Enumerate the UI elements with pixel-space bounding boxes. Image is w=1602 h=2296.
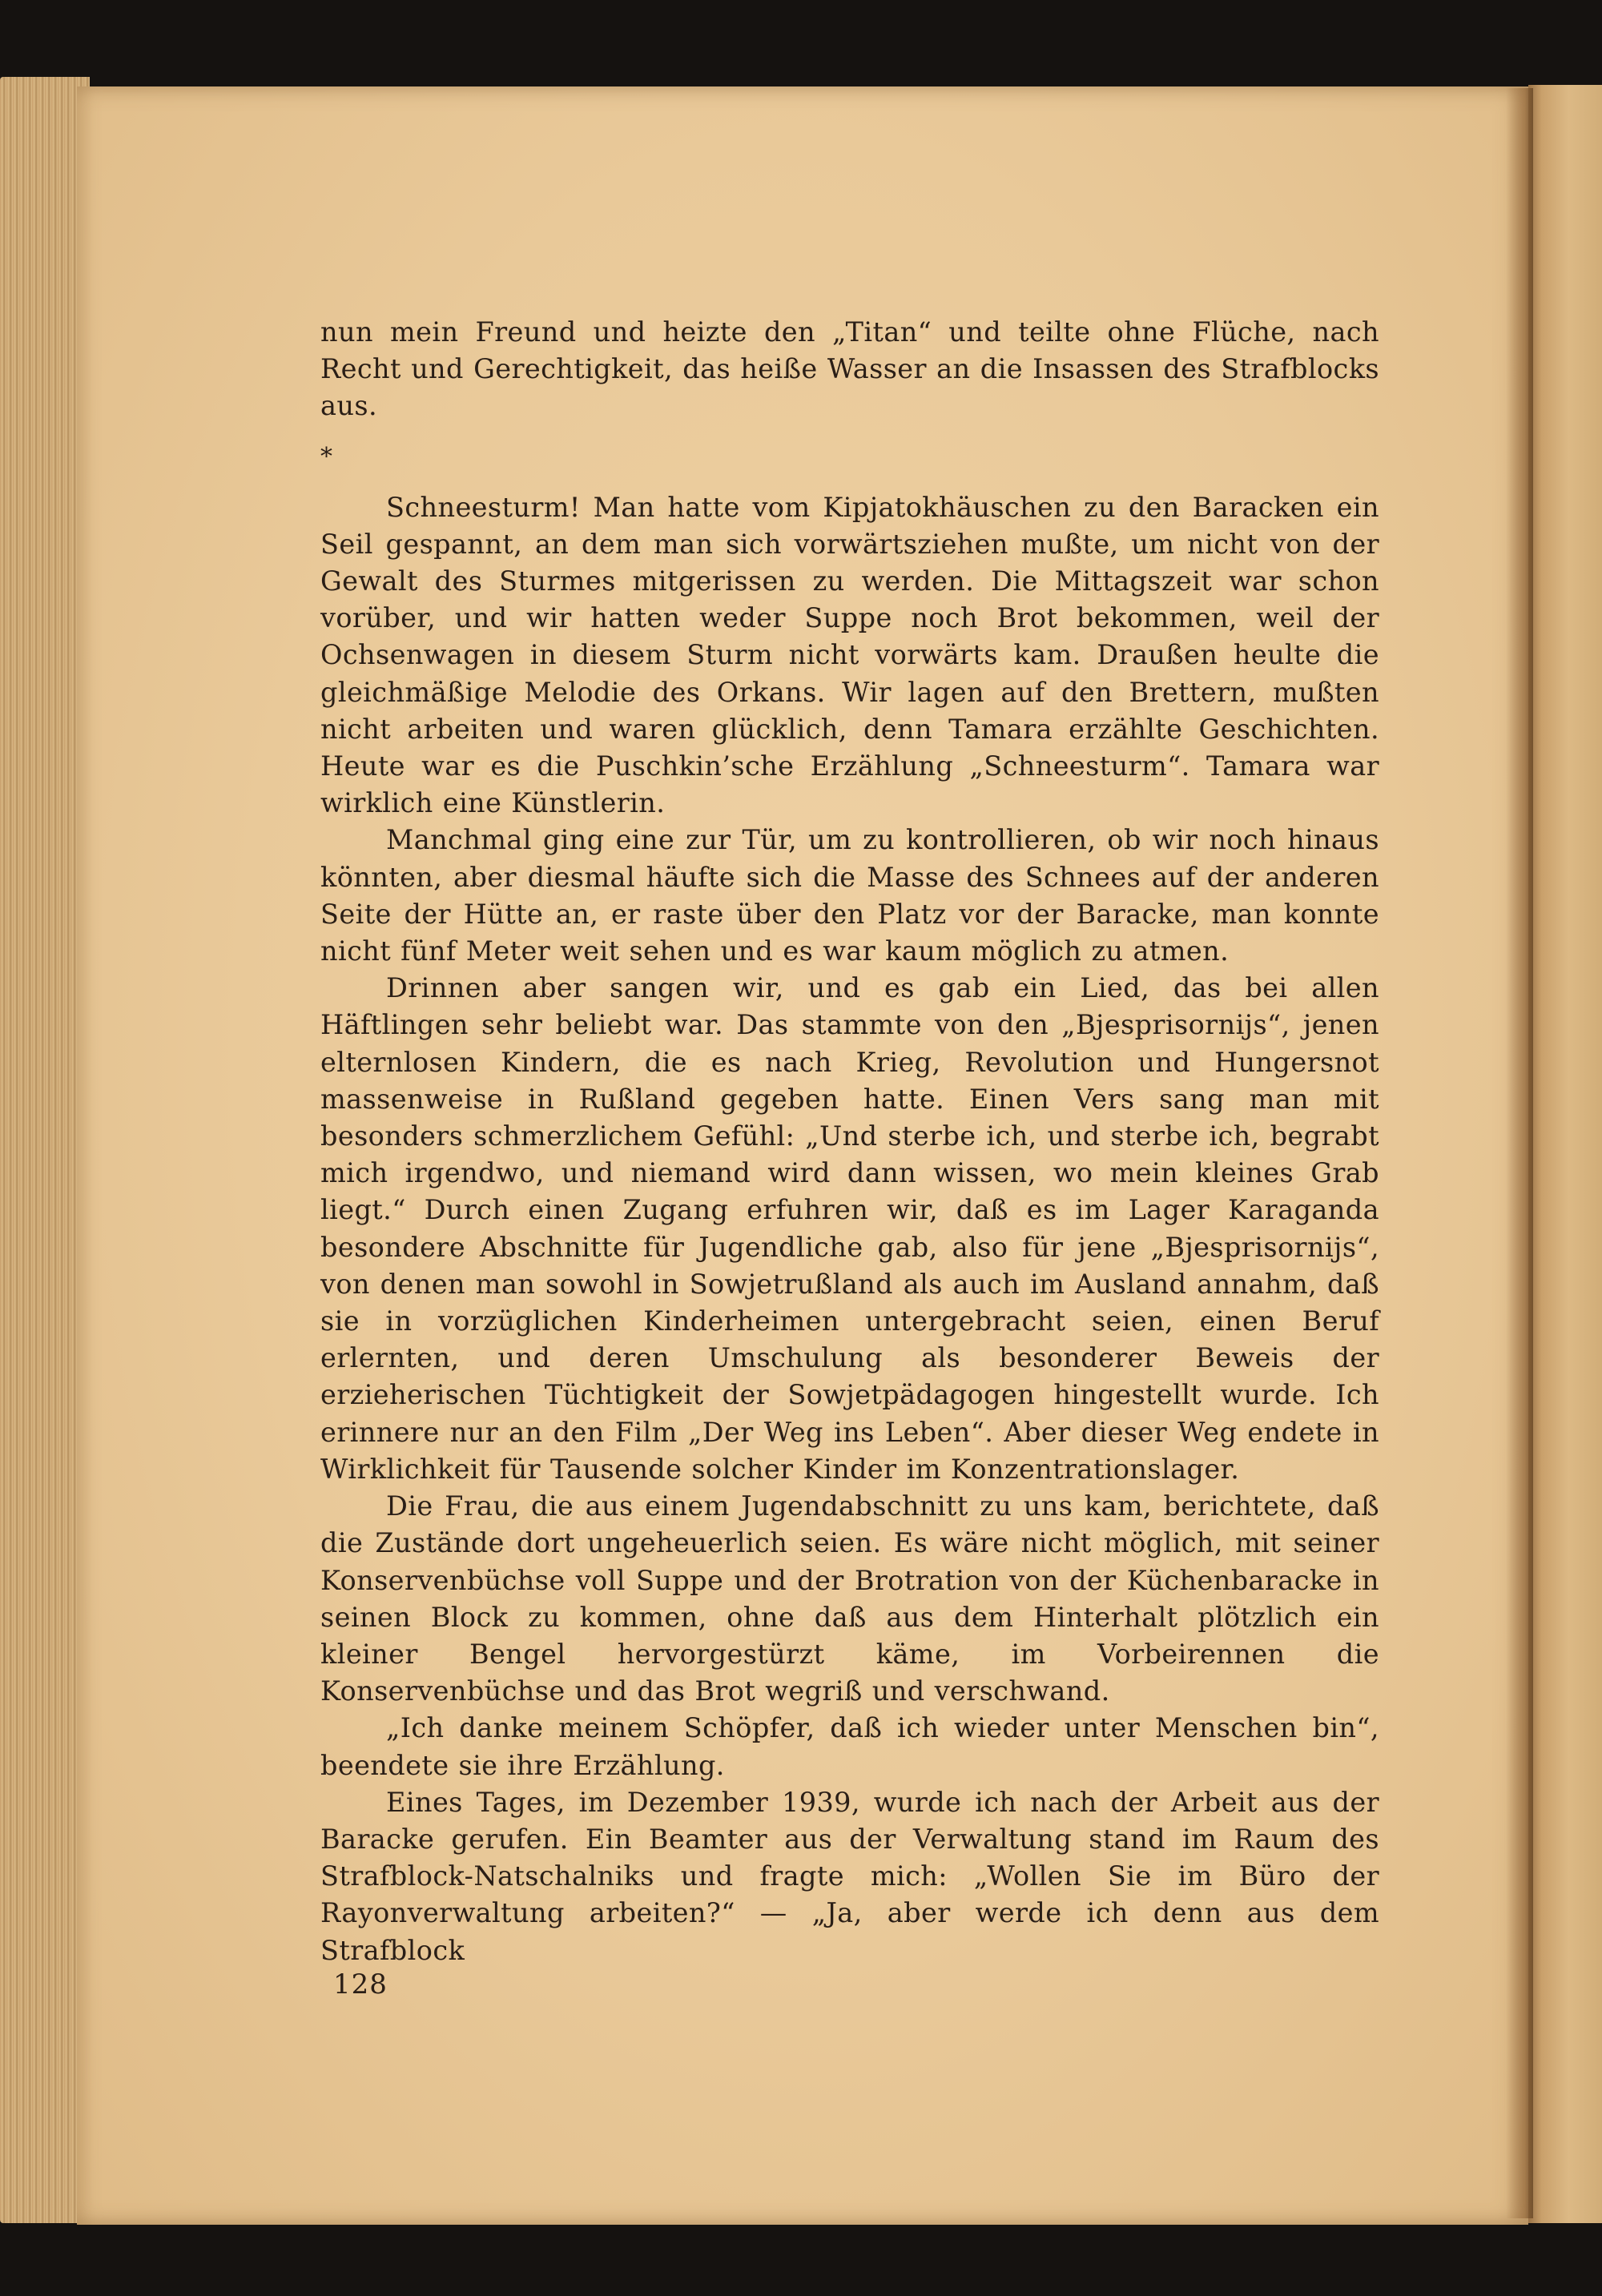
paragraph-4: Drinnen aber sangen wir, und es gab ein Lied, das bei allen Häftlingen sehr beliebt war. Das stammte von den „Bjesprisornijs“, jenen elternlosen Kindern, die es nach Krieg, Revolution und Hungersnot massenweise in Rußland gegeben hatte. Einen Vers sang man mit besonders schmerzlichem Gefühl: „Und sterbe ich, und sterbe ich, begrabt mich irgendwo, und niemand wird dann wissen, wo mein kleines Grab liegt.“ Durch einen Zugang erfuhren wir, daß es im Lager Karaganda besondere Abschnitte für Jugendliche gab, also für jene „Bjesprisornijs“, von denen man sowohl in Sowjetrußland als auch im Ausland annahm, daß sie in vorzüglichen Kinderheimen untergebracht seien, einen Beruf erlernten, und deren Umschulung als besonderer Beweis der erzieherischen Tüchtigkeit der Sowjetpädagogen hingestellt wurde. Ich erinnere nur an den Film „Der Weg ins Leben“. Aber dieser Weg endete in Wirklichkeit für Tausende solcher Kinder im Konzentrationslager. (320, 972, 1379, 1485)
page-text (320, 314, 1379, 1969)
page-number: 128 (333, 1968, 388, 2000)
paragraph-5: Die Frau, die aus einem Jugendabschnitt zu uns kam, berichtete, daß die Zustände dort ungeheuerlich seien. Es wäre nicht möglich, mit seiner Konservenbüchse voll Suppe und der Brotration von der Küchenbaracke in seinen Block zu kommen, ohne daß aus dem Hinterhalt plötzlich ein kleiner Bengel hervorgestürzt käme, im Vorbeirennen die Konservenbüchse und das Brot wegriß und verschwand. (320, 1490, 1379, 1707)
paragraph-7: Eines Tages, im Dezember 1939, wurde ich nach der Arbeit aus der Baracke gerufen. Ein Beamter aus der Verwaltung stand im Raum des Strafblock-Natschalniks und fragte mich: „Wollen Sie im Büro der Rayonverwaltung arbeiten?“ — „Ja, aber werde ich denn aus dem Strafblock (320, 1786, 1379, 1966)
paragraph-2: Schneesturm! Man hatte vom Kipjatokhäuschen zu den Baracken ein Seil gespannt, an dem man sich vorwärtsziehen mußte, um nicht von der Gewalt des Sturmes mitgerissen zu werden. Die Mittagszeit war schon vorüber, und wir hatten weder Suppe noch Brot bekommen, weil der Ochsenwagen in diesem Sturm nicht vorwärts kam. Draußen heulte die gleichmäßige Melodie des Orkans. Wir lagen auf den Brettern, mußten nicht arbeiten und waren glücklich, denn Tamara erzählte Geschichten. Heute war es die Puschkin’sche Erzählung „Schneesturm“. Tamara war wirklich eine Künstlerin. (320, 491, 1379, 819)
page-gutter-shadow (1506, 88, 1533, 2218)
paragraph-1: nun mein Freund und heizte den „Titan“ und teilte ohne Flüche, nach Recht und Gerechtigkeit, das heiße Wasser an die Insassen des Strafblocks aus. (320, 316, 1379, 422)
facing-page-edge (1528, 85, 1602, 2223)
paragraph-3: Manchmal ging eine zur Tür, um zu kontrollieren, ob wir noch hinaus könnten, aber diesmal häufte sich die Masse des Schnees auf der anderen Seite der Hütte an, er raste über den Platz vor der Baracke, man konnte nicht fünf Meter weit sehen und es war kaum möglich zu atmen. (320, 824, 1379, 967)
section-separator: * (320, 442, 333, 471)
paragraph-6: „Ich danke meinem Schöpfer, daß ich wieder unter Menschen bin“, beendete sie ihre Erzählung. (320, 1712, 1379, 1781)
